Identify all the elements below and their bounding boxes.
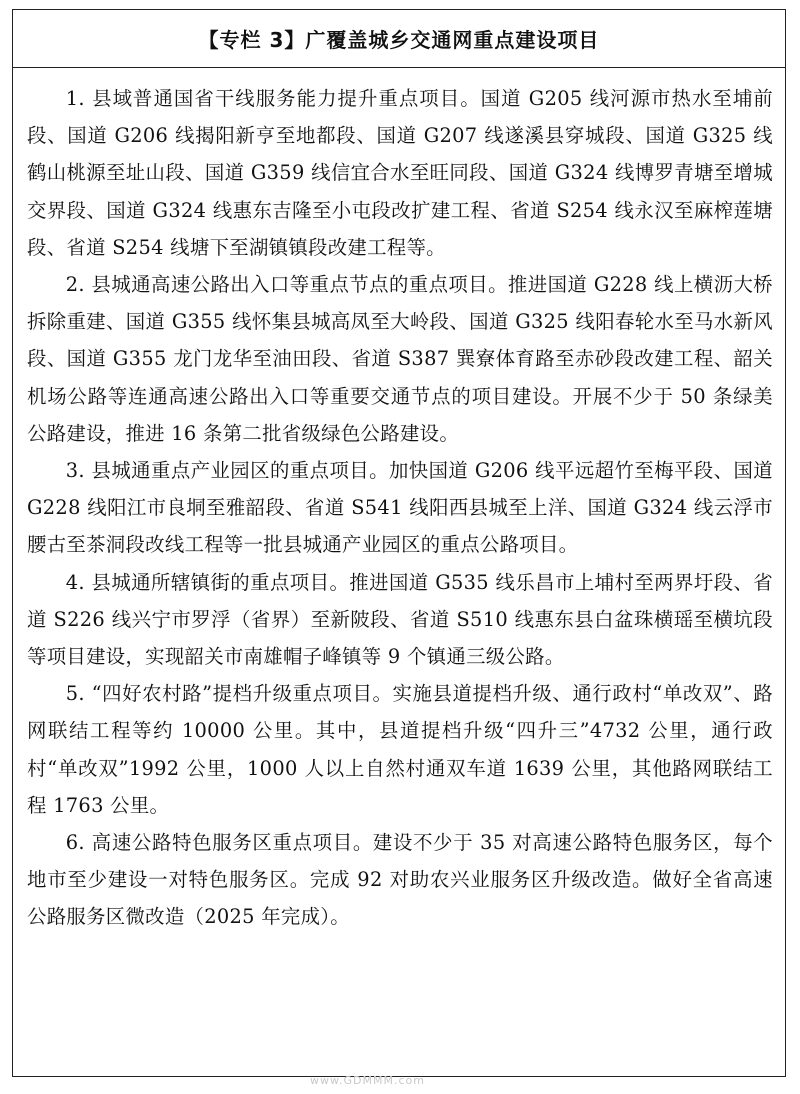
paragraph-5: 5. “四好农村路”提档升级重点项目。实施县道提档升级、通行政村“单改双”、路网联结工程等约 10000 公里。其中，县道提档升级“四升三”4732 公里，通行政村“单改双”1992 公里，1000 人以上自然村通双车道 1639 公里，其他路网联结工程 1763 公里。 bbox=[27, 682, 773, 817]
column-title: 【专栏 3】广覆盖城乡交通网重点建设项目 bbox=[13, 10, 785, 68]
paragraph-6: 6. 高速公路特色服务区重点项目。建设不少于 35 对高速公路特色服务区，每个地市至少建设一对特色服务区。完成 92 对助农兴业服务区升级改造。做好全省高速公路服务区微改造（2025 年完成）。 bbox=[27, 831, 773, 929]
column-box bbox=[12, 9, 786, 1077]
paragraph-4: 4. 县城通所辖镇街的重点项目。推进国道 G535 线乐昌市上埔村至两界圩段、省道 S226 线兴宁市罗浮（省界）至新陂段、省道 S510 线惠东县白盆珠横瑶至横坑段等项目建设，实现韶关市南雄帽子峰镇等 9 个镇通三级公路。 bbox=[27, 570, 773, 669]
paragraph-3: 3. 县城通重点产业园区的重点项目。加快国道 G206 线平远超竹至梅平段、国道 G228 线阳江市良垌至雅韶段、省道 S541 线阳西县城至上洋、国道 G324 线云浮市腰古至茶洞段改线工程等一批县城通产业园区的重点公路项目。 bbox=[27, 459, 773, 557]
paragraph-1: 1. 县域普通国省干线服务能力提升重点项目。国道 G205 线河源市热水至埔前段、国道 G206 线揭阳新亨至地都段、国道 G207 线遂溪县穿城段、国道 G325 线鹤山桃源至址山段、国道 G359 线信宜合水至旺同段、国道 G324 线博罗青塘至增城交界段、国道 G324 线惠东吉隆至小屯段改扩建工程、省道 S254 线永汉至麻榨莲塘段、省道 S254 线塘下至湖镇镇段改建工程等。 bbox=[27, 87, 773, 259]
watermark: www.GDMMM.com bbox=[310, 1074, 425, 1087]
paragraph-2: 2. 县城通高速公路出入口等重点节点的重点项目。推进国道 G228 线上横沥大桥拆除重建、国道 G355 线怀集县城高凤至大岭段、国道 G325 线阳春轮水至马水新风段、国道 G355 龙门龙华至油田段、省道 S387 巽寮体育路至赤砂段改建工程、韶关机场公路等连通高速公路出入口等重要交通节点的项目建设。开展不少于 50 条绿美公路建设，推进 16 条第二批省级绿色公路建设。 bbox=[27, 273, 773, 445]
column-body bbox=[13, 68, 785, 936]
